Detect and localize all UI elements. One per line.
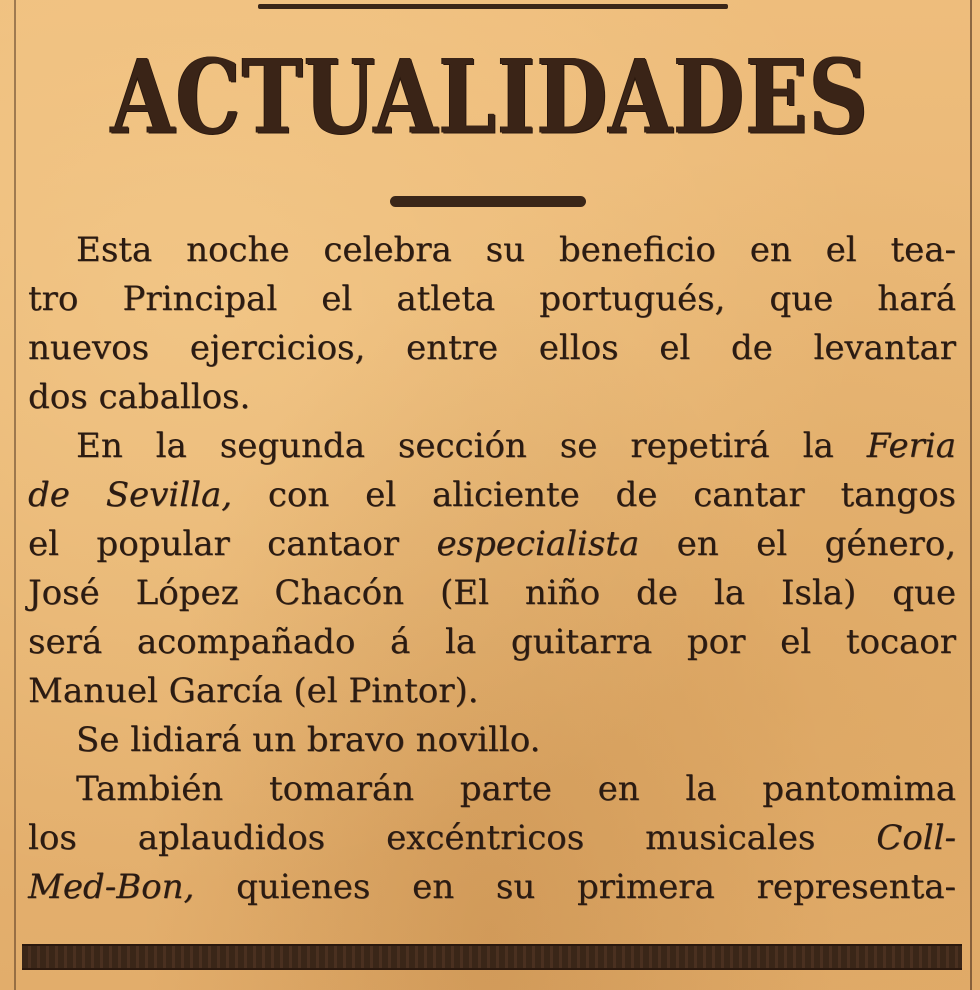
paragraph-4-line-2-italic: Coll- — [876, 818, 956, 858]
article-body — [28, 226, 956, 912]
paragraph-2-line-2-text: con el aliciente de cantar tangos — [232, 475, 956, 515]
bottom-divider-rule — [22, 944, 962, 970]
paragraph-2-line-6: Manuel García (el Pintor). — [28, 671, 479, 711]
paragraph-2-line-3 — [28, 520, 956, 569]
paragraph-2-line-2 — [28, 471, 956, 520]
paragraph-4-line-2-text: los aplaudidos excéntricos musicales — [28, 818, 877, 858]
paragraph-1-line-2: tro Principal el atleta portugués, que hará — [28, 279, 956, 319]
paragraph-2-line-3-text-a: el popular cantaor — [28, 524, 437, 564]
paragraph-4-line-3-italic: Med-Bon, — [28, 867, 195, 907]
headline-divider-rule — [390, 196, 586, 207]
paragraph-2-line-2-italic: de Sevilla, — [28, 475, 233, 515]
paragraph-2-line-3-text-b: en el género, — [639, 524, 957, 564]
paragraph-2-line-1-italic: Feria — [866, 426, 956, 466]
paragraph-2-line-1 — [28, 422, 956, 471]
paragraph-1-line-4: dos caballos. — [28, 377, 251, 417]
right-column-rule — [970, 0, 972, 990]
paragraph-4-line-3 — [28, 863, 956, 912]
paragraph-2-line-3-italic: especialista — [436, 524, 640, 564]
paragraph-4-line-2 — [28, 814, 956, 863]
paragraph-2-line-4: José López Chacón (El niño de la Isla) que — [28, 573, 956, 613]
paragraph-1-line-1: Esta noche celebra su beneficio en el tea- — [76, 230, 956, 270]
paragraph-4-line-1: También tomarán parte en la pantomima — [76, 769, 956, 809]
paragraph-3-line-1: Se lidiará un bravo novillo. — [76, 720, 541, 760]
top-divider-rule — [258, 4, 728, 9]
headline: ACTUALIDADES — [110, 37, 870, 158]
paragraph-4-line-3-text: quienes en su primera representa- — [194, 867, 956, 907]
paragraph-1-line-3: nuevos ejercicios, entre ellos el de levantar — [28, 328, 956, 368]
paragraph-2-line-5: será acompañado á la guitarra por el tocaor — [28, 622, 956, 662]
left-column-rule — [14, 0, 16, 990]
paragraph-2-line-1-text: En la segunda sección se repetirá la — [76, 426, 867, 466]
